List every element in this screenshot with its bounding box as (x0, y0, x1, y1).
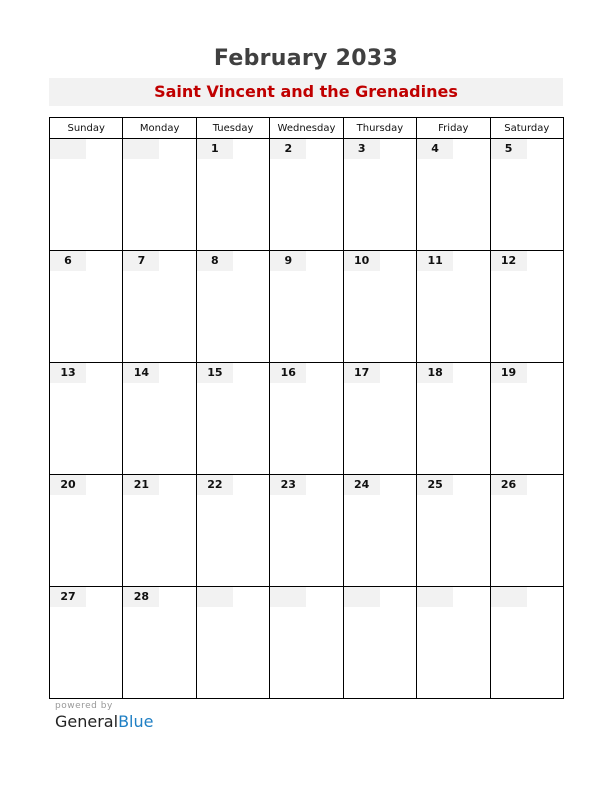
day-number (491, 587, 527, 607)
day-cell (490, 587, 563, 699)
day-cell (196, 363, 269, 475)
day-cell (343, 363, 416, 475)
day-number: 28 (123, 587, 159, 607)
weekday-header: Tuesday (196, 118, 269, 139)
day-number: 2 (270, 139, 306, 159)
day-number: 20 (50, 475, 86, 495)
day-number: 23 (270, 475, 306, 495)
day-number: 11 (417, 251, 453, 271)
day-number: 24 (344, 475, 380, 495)
day-number (270, 587, 306, 607)
day-cell (417, 139, 490, 251)
day-number: 9 (270, 251, 306, 271)
day-cell (343, 475, 416, 587)
weekday-header: Wednesday (270, 118, 343, 139)
day-cell (417, 475, 490, 587)
day-cell (490, 251, 563, 363)
day-number (50, 139, 86, 159)
week-row (50, 475, 564, 587)
day-cell (50, 475, 123, 587)
day-number: 5 (491, 139, 527, 159)
day-cell (270, 251, 343, 363)
week-row (50, 363, 564, 475)
day-cell (50, 139, 123, 251)
day-cell (123, 139, 196, 251)
day-number: 22 (197, 475, 233, 495)
day-number: 26 (491, 475, 527, 495)
day-cell (196, 587, 269, 699)
week-row (50, 139, 564, 251)
day-cell (270, 139, 343, 251)
day-number (417, 587, 453, 607)
day-number: 15 (197, 363, 233, 383)
day-number: 7 (123, 251, 159, 271)
day-number: 14 (123, 363, 159, 383)
weekday-header: Monday (123, 118, 196, 139)
day-cell (50, 363, 123, 475)
day-cell (196, 475, 269, 587)
day-cell (196, 139, 269, 251)
day-cell (270, 475, 343, 587)
day-number (344, 587, 380, 607)
day-cell (50, 251, 123, 363)
day-number: 4 (417, 139, 453, 159)
day-number: 8 (197, 251, 233, 271)
day-number: 21 (123, 475, 159, 495)
day-number: 12 (491, 251, 527, 271)
weekday-header-row (50, 118, 564, 139)
day-number: 13 (50, 363, 86, 383)
powered-by-text: powered by (55, 701, 113, 711)
day-cell (270, 587, 343, 699)
footer-branding (55, 701, 153, 731)
country-subtitle: Saint Vincent and the Grenadines (49, 78, 563, 106)
day-number: 16 (270, 363, 306, 383)
day-cell (417, 251, 490, 363)
day-number: 3 (344, 139, 380, 159)
page-title: February 2033 (213, 46, 399, 71)
generalblue-logo (55, 712, 153, 731)
day-number: 18 (417, 363, 453, 383)
day-number: 6 (50, 251, 86, 271)
day-number: 19 (491, 363, 527, 383)
week-row (50, 251, 564, 363)
day-cell (343, 139, 416, 251)
week-row (50, 587, 564, 699)
day-number: 10 (344, 251, 380, 271)
day-cell (343, 587, 416, 699)
day-cell (343, 251, 416, 363)
day-number: 27 (50, 587, 86, 607)
day-cell (123, 363, 196, 475)
day-cell (50, 587, 123, 699)
day-cell (123, 475, 196, 587)
day-number (123, 139, 159, 159)
brand-general: General (55, 712, 119, 731)
day-cell (123, 251, 196, 363)
day-number: 1 (197, 139, 233, 159)
day-cell (417, 363, 490, 475)
day-cell (490, 139, 563, 251)
day-cell (270, 363, 343, 475)
day-cell (490, 363, 563, 475)
weekday-header: Saturday (490, 118, 563, 139)
calendar-grid (49, 117, 564, 699)
weekday-header: Friday (417, 118, 490, 139)
day-cell (417, 587, 490, 699)
day-number (197, 587, 233, 607)
day-cell (123, 587, 196, 699)
day-cell (196, 251, 269, 363)
day-cell (490, 475, 563, 587)
day-number: 25 (417, 475, 453, 495)
day-number: 17 (344, 363, 380, 383)
brand-blue: Blue (118, 712, 154, 731)
weekday-header: Thursday (343, 118, 416, 139)
weekday-header: Sunday (50, 118, 123, 139)
